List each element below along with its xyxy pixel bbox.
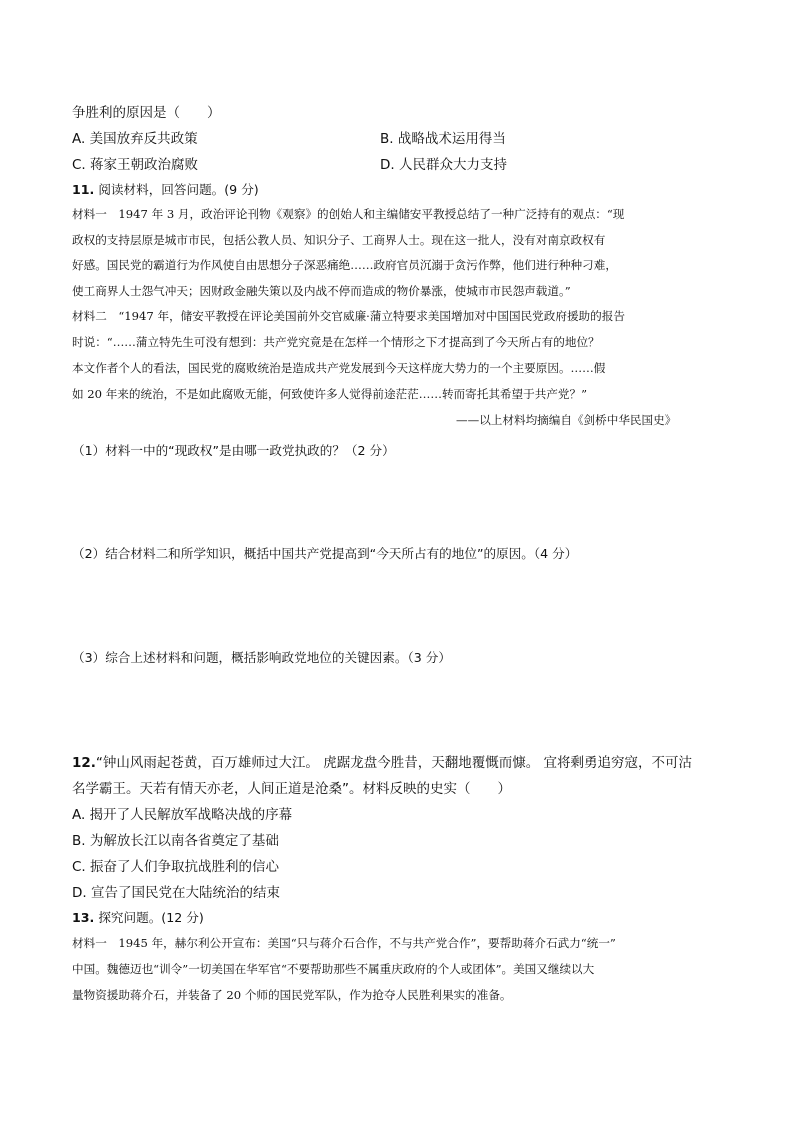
q13-material1-line: 材料一 1945 年，赫尔利公开宣布：美国“只与蒋介石合作，不与共产党合作”，要帮助蒋介石武力“统一” xyxy=(72,936,616,950)
q11-material1-line: 政权的支持层原是城市市民，包括公教人员、知识分子、工商界人士。现在这一批人，没有对南京政权有 xyxy=(72,233,606,247)
q10-option-c[interactable]: C. 蒋家王朝政治腐败 xyxy=(72,157,199,173)
q11-source: ——以上材料均摘编自《剑桥中华民国史》 xyxy=(456,413,677,427)
q11-material2-line: 时说：“……蒲立特先生可没有想到：共产党究竟是在怎样一个情形之下才提高到了今天所占有的地位？ xyxy=(72,335,600,349)
q11-subquestion-1: （1）材料一中的“现政权”是由哪一政党执政的？（2 分） xyxy=(72,443,395,458)
q11-title: 阅读材料，回答问题。(9 分) xyxy=(98,182,259,197)
q11-material2-line: 本文作者个人的看法，国民党的腐败统治是造成共产党发展到今天这样庞大势力的一个主要原因。……假 xyxy=(72,361,606,375)
q11-heading xyxy=(72,179,259,198)
q12-number: 12. xyxy=(72,755,96,771)
q10-stem-tail: 争胜利的原因是（ ） xyxy=(72,105,221,121)
q10-option-b[interactable]: B. 战略战术运用得当 xyxy=(380,131,506,147)
q12-stem-line2: 名学霸王。天若有情天亦老，人间正道是沧桑”。材料反映的史实（ ） xyxy=(72,781,511,797)
q11-material2-line: 如 20 年来的统治，不是如此腐败无能，何致使许多人觉得前途茫茫……转而寄托其希望于共产党？” xyxy=(72,387,587,401)
q13-number: 13. xyxy=(72,910,95,925)
q12-option-c[interactable]: C. 振奋了人们争取抗战胜利的信心 xyxy=(72,859,280,875)
q13-title: 探究问题。(12 分) xyxy=(98,910,204,925)
q11-material1-line: 材料一 1947 年 3 月，政治评论刊物《观察》的创始人和主编储安平教授总结了一种广泛持有的观点：“现 xyxy=(72,207,625,221)
q11-material1-line: 好感。国民党的霸道行为作风使自由思想分子深恶痛绝……政府官员沉溺于贪污作弊，他们进行种种刁难， xyxy=(72,258,617,272)
q13-material1-line: 中国。魏德迈也“训令”一切美国在华军官“不要帮助那些不属重庆政府的个人或团体”。美国又继续以大 xyxy=(72,962,595,976)
q10-option-d[interactable]: D. 人民群众大力支持 xyxy=(380,157,507,173)
q11-subquestion-2: （2）结合材料二和所学知识，概括中国共产党提高到“今天所占有的地位”的原因。（4 分） xyxy=(72,546,578,561)
q12-option-d[interactable]: D. 宣告了国民党在大陆统治的结束 xyxy=(72,885,280,901)
q12-option-a[interactable]: A. 揭开了人民解放军战略决战的序幕 xyxy=(72,807,293,823)
q12-option-b[interactable]: B. 为解放长江以南各省奠定了基础 xyxy=(72,833,279,849)
q12-stem-line1 xyxy=(72,751,692,771)
q11-number: 11. xyxy=(72,182,95,197)
q11-subquestion-3: （3）综合上述材料和问题，概括影响政党地位的关键因素。（3 分） xyxy=(72,650,451,665)
q12-stem-text1: “钟山风雨起苍黄，百万雄师过大江。 虎踞龙盘今胜昔，天翻地覆慨而慷。 宜将剩勇追穷寇，不可沽 xyxy=(95,755,692,771)
q13-heading xyxy=(72,907,204,926)
q13-material1-line: 量物资援助蒋介石，并装备了 20 个师的国民党军队，作为抢夺人民胜利果实的准备。 xyxy=(72,988,512,1002)
q11-material1-line: 使工商界人士怨气冲天；因财政金融失策以及内战不停而造成的物价暴涨，使城市市民怨声载道。” xyxy=(72,284,571,298)
q11-material2-line: 材料二 “1947 年，储安平教授在评论美国前外交官威廉·蒲立特要求美国增加对中国国民党政府援助的报告 xyxy=(72,309,625,323)
q10-option-a[interactable]: A. 美国放弃反共政策 xyxy=(72,131,198,147)
